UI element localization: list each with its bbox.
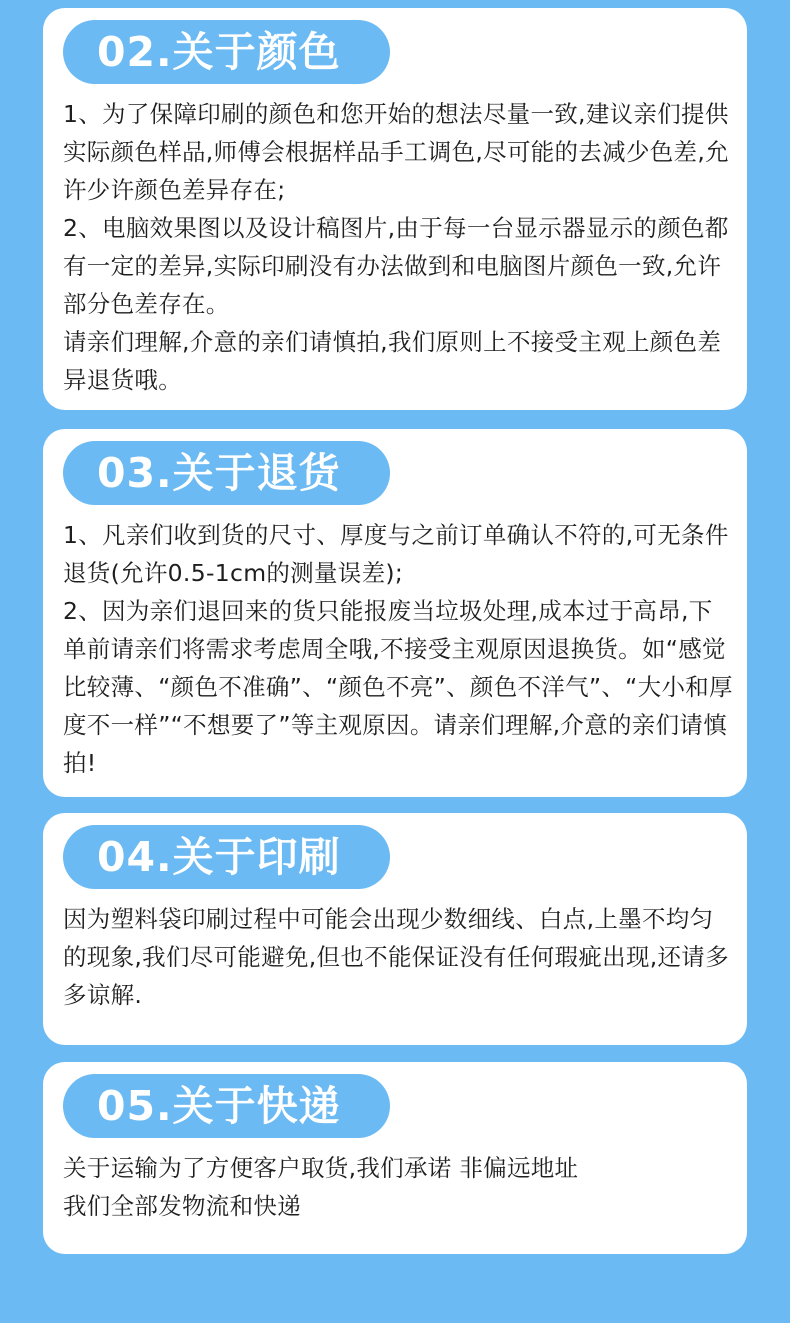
section-card-returns [43,429,747,797]
paragraph: 我们全部发物流和快递 [63,1192,301,1220]
paragraph: 关于运输为了方便客户取货,我们承诺 非偏远地址 [63,1154,579,1182]
section-card-color [43,8,747,410]
paragraph: 因为塑料袋印刷过程中可能会出现少数细线、白点,上墨不均匀的现象,我们尽可能避免,但也不能保证没有任何瑕疵出现,还请多多谅解. [63,905,729,1009]
section-title-shipping: 05.关于快递 [63,1074,390,1138]
paragraph: 2、因为亲们退回来的货只能报废当垃圾处理,成本过于高昂,下单前请亲们将需求考虑周全哦,不接受主观原因退换货。如“感觉比较薄、“颜色不准确”、“颜色不亮”、颜色不洋气”、“大小和厚度不一样”“不想要了”等主观原因。请亲们理解,介意的亲们请慎拍! [63,597,733,777]
section-body-color [63,95,733,399]
section-title-returns: 03.关于退货 [63,441,390,505]
section-card-shipping [43,1062,747,1254]
section-body-returns [63,516,733,782]
section-body-shipping [63,1149,733,1225]
section-body-printing [63,900,733,1014]
paragraph: 请亲们理解,介意的亲们请慎拍,我们原则上不接受主观上颜色差异退货哦。 [63,328,722,394]
section-title-printing: 04.关于印刷 [63,825,390,889]
paragraph: 2、电脑效果图以及设计稿图片,由于每一台显示器显示的颜色都有一定的差异,实际印刷没有办法做到和电脑图片颜色一致,允许部分色差存在。 [63,214,729,318]
paragraph: 1、为了保障印刷的颜色和您开始的想法尽量一致,建议亲们提供实际颜色样品,师傅会根据样品手工调色,尽可能的去减少色差,允许少许颜色差异存在; [63,100,729,204]
section-title-color: 02.关于颜色 [63,20,390,84]
section-card-printing [43,813,747,1045]
paragraph: 1、凡亲们收到货的尺寸、厚度与之前订单确认不符的,可无条件退货(允许0.5-1cm的测量误差); [63,521,729,587]
